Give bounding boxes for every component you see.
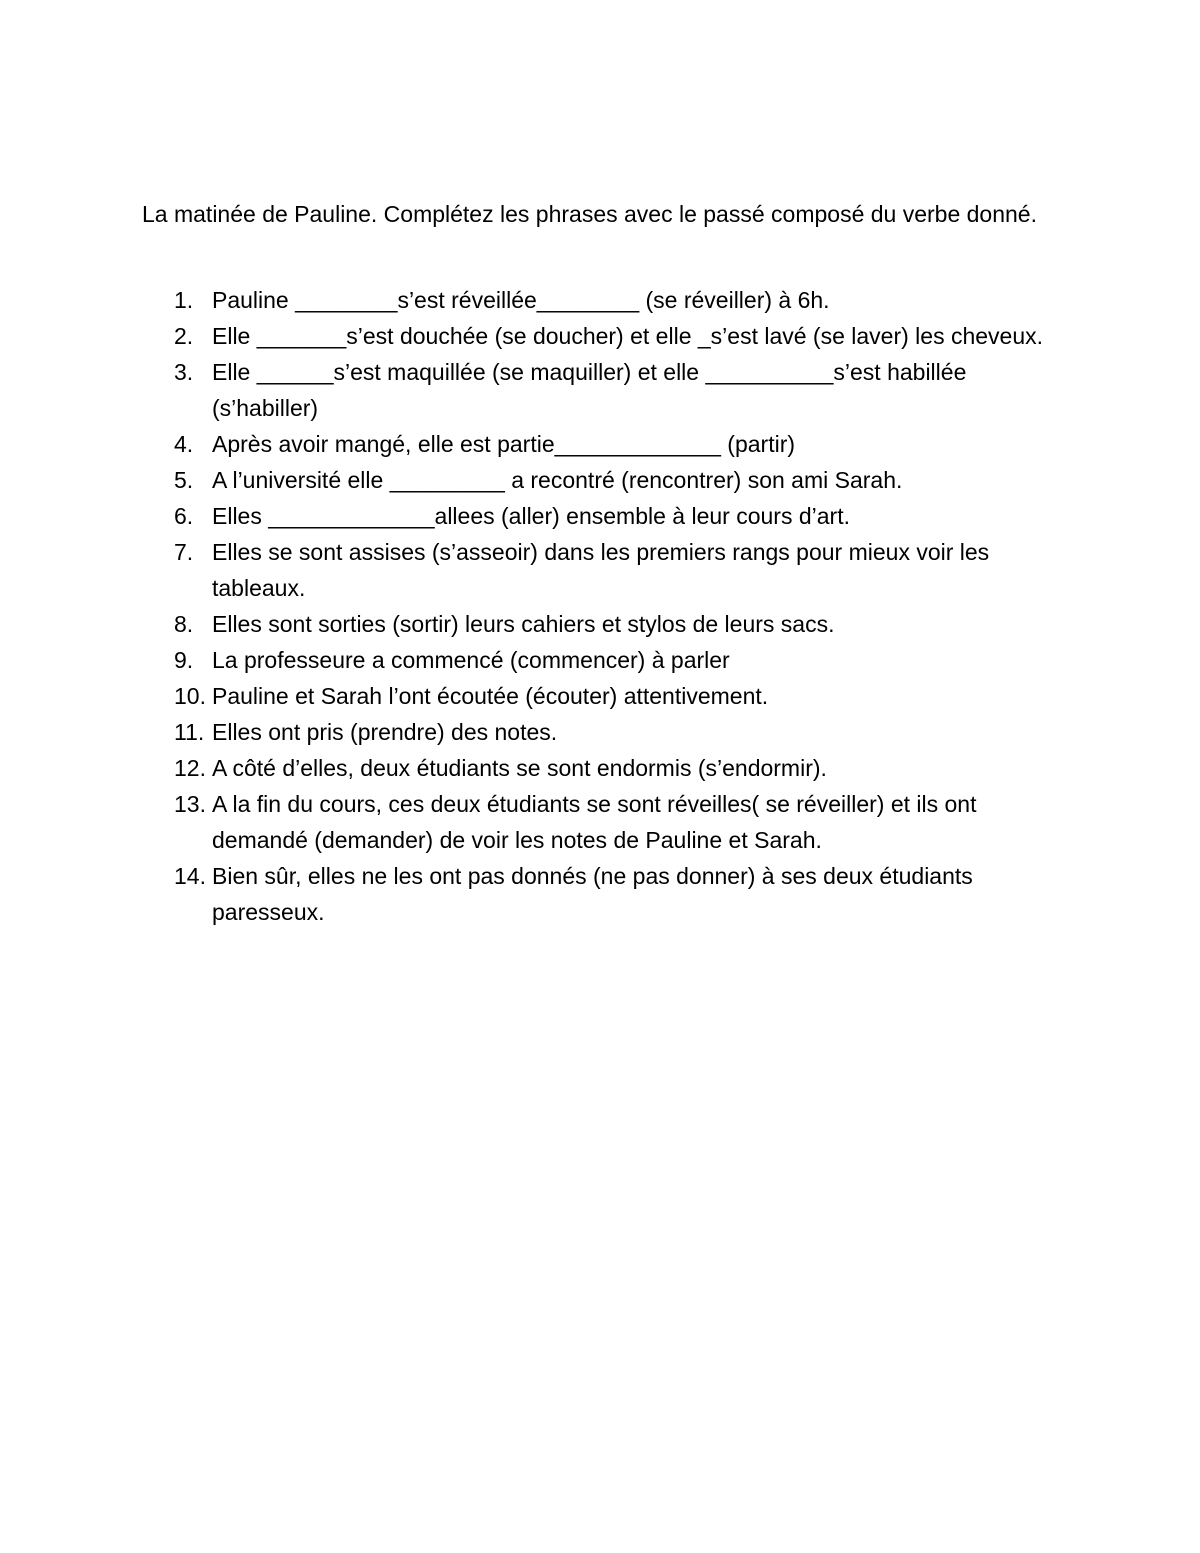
item-number: 5. bbox=[174, 467, 194, 493]
list-item bbox=[142, 714, 1072, 750]
list-item bbox=[142, 282, 1072, 318]
item-number: 14. bbox=[174, 863, 206, 889]
item-number: 9. bbox=[174, 647, 194, 673]
list-item bbox=[142, 354, 1072, 426]
list-item bbox=[142, 678, 1072, 714]
list-item bbox=[142, 462, 1072, 498]
item-text: A la fin du cours, ces deux étudiants se sont réveilles( se réveiller) et ils ont demandé (demander) de voir les notes de Pauline et Sarah. bbox=[212, 791, 977, 853]
item-text: Pauline ________s’est réveillée________ (se réveiller) à 6h. bbox=[212, 287, 830, 313]
item-text: Elles ont pris (prendre) des notes. bbox=[212, 719, 558, 745]
item-text: Elles _____________allees (aller) ensemble à leur cours d’art. bbox=[212, 503, 850, 529]
list-item bbox=[142, 606, 1072, 642]
item-text: Bien sûr, elles ne les ont pas donnés (ne pas donner) à ses deux étudiants paresseux. bbox=[212, 863, 973, 925]
list-item bbox=[142, 318, 1072, 354]
item-number: 7. bbox=[174, 539, 194, 565]
list-item bbox=[142, 426, 1072, 462]
exercise-instructions: La matinée de Pauline. Complétez les phrases avec le passé composé du verbe donné. bbox=[142, 201, 1037, 227]
list-item bbox=[142, 642, 1072, 678]
item-text: Elles sont sorties (sortir) leurs cahiers et stylos de leurs sacs. bbox=[212, 611, 835, 637]
list-item bbox=[142, 534, 1072, 606]
item-text: Elles se sont assises (s’asseoir) dans les premiers rangs pour mieux voir les tableaux. bbox=[212, 539, 990, 601]
item-text: A côté d’elles, deux étudiants se sont endormis (s’endormir). bbox=[212, 755, 827, 781]
item-number: 10. bbox=[174, 683, 206, 709]
item-number: 8. bbox=[174, 611, 194, 637]
list-item bbox=[142, 750, 1072, 786]
item-text: A l’université elle _________ a recontré (rencontrer) son ami Sarah. bbox=[212, 467, 903, 493]
item-number: 2. bbox=[174, 323, 194, 349]
item-text: Elle _______s’est douchée (se doucher) et elle _s’est lavé (se laver) les cheveux. bbox=[212, 323, 1044, 349]
list-item bbox=[142, 786, 1072, 858]
item-number: 3. bbox=[174, 359, 194, 385]
item-text: Pauline et Sarah l’ont écoutée (écouter) attentivement. bbox=[212, 683, 769, 709]
item-number: 4. bbox=[174, 431, 194, 457]
item-text: Après avoir mangé, elle est partie_____________ (partir) bbox=[212, 431, 796, 457]
item-number: 13. bbox=[174, 791, 206, 817]
list-item bbox=[142, 858, 1072, 930]
exercise-list bbox=[142, 282, 1072, 930]
item-number: 11. bbox=[174, 719, 205, 745]
item-number: 1. bbox=[174, 287, 194, 313]
item-number: 12. bbox=[174, 755, 206, 781]
item-number: 6. bbox=[174, 503, 194, 529]
item-text: Elle ______s’est maquillée (se maquiller) et elle __________s’est habillée (s’habiller) bbox=[212, 359, 967, 421]
list-item bbox=[142, 498, 1072, 534]
item-text: La professeure a commencé (commencer) à parler bbox=[212, 647, 730, 673]
